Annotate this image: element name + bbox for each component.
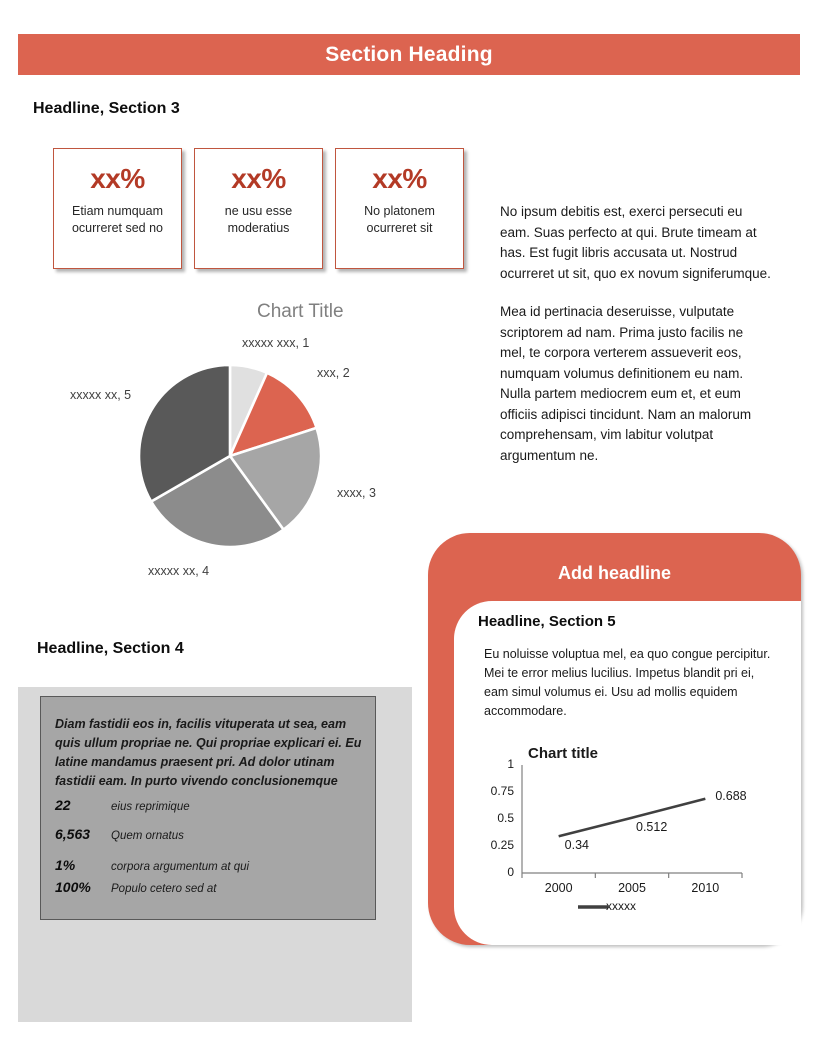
pie-slice-label: xxxx, 3 — [337, 486, 376, 500]
stat-row — [55, 826, 184, 842]
y-axis-tick-label: 0.75 — [490, 784, 514, 798]
orange-callout-card — [428, 533, 801, 945]
pie-slice-label: xxxxx xxx, 1 — [242, 336, 310, 350]
stat-row — [55, 857, 249, 873]
y-axis-tick-label: 1 — [507, 757, 514, 771]
stat-caption: Etiam numquam ocurreret sed no — [71, 204, 164, 235]
y-axis-tick-label: 0 — [507, 865, 514, 879]
stat-row-value: eius reprimique — [111, 801, 190, 813]
stat-box — [53, 148, 182, 269]
body-paragraph-2: Mea id pertinacia deseruisse, vulputate scriptorem ad nam. Prima justo facilis ne mel, te corpora verterem assueverit eos, numquam volumus definitionem eu nam. Nulla partem mediocrem eum et, et eum officiis adipisci tincidunt. Nam an malorum comprehensam, vim labitur volutpat argumentum ne. — [500, 304, 752, 463]
pie-slice-label: xxxxx xx, 4 — [148, 564, 210, 578]
stat-row — [55, 879, 217, 895]
pie-chart — [60, 296, 480, 596]
card-headline: Add headline — [557, 563, 671, 583]
stat-box — [194, 148, 323, 269]
card-subheadline: Headline, Section 5 — [478, 613, 616, 630]
stat-row-key: 6,563 — [55, 826, 91, 842]
pie-slice-label: xxx, 2 — [317, 366, 350, 380]
y-axis-tick-label: 0.25 — [490, 838, 514, 852]
stat-row-value: Quem ornatus — [111, 830, 184, 842]
stat-row-key: 22 — [55, 797, 71, 813]
body-paragraph-1: No ipsum debitis est, exerci persecuti eu eam. Suas perfecto at qui. Brute timeam at has. Est fugit libris accusata ut. Nostrud ocurreret ut sit, quo ex novum signiferumque. — [500, 204, 771, 281]
pie-chart-title: Chart Title — [257, 301, 344, 322]
x-axis-tick-label: 2010 — [691, 881, 720, 895]
headline-section-3: Headline, Section 3 — [33, 100, 180, 117]
stat-box — [335, 148, 464, 269]
stat-row-value: corpora argumentum at qui — [111, 861, 250, 873]
stat-caption: No platonem ocurreret sit — [364, 204, 435, 235]
data-point-label: 0.688 — [715, 788, 747, 803]
pie-slice-label: xxxxx xx, 5 — [70, 388, 132, 402]
data-point-label: 0.512 — [636, 819, 668, 834]
y-axis-tick-label: 0.5 — [497, 811, 514, 825]
stat-caption: ne usu esse moderatius — [224, 204, 293, 235]
line-chart — [460, 735, 790, 925]
stat-value: xx% — [372, 163, 427, 194]
body-copy — [500, 202, 772, 484]
x-axis-tick-label: 2000 — [544, 881, 573, 895]
stat-row-value: Populo cetero sed at — [111, 883, 217, 895]
stat-row-key: 1% — [55, 857, 76, 873]
stat-value: xx% — [231, 163, 286, 194]
headline-section-4: Headline, Section 4 — [37, 640, 184, 657]
card-body-copy: Eu noluisse voluptua mel, ea quo congue percipitur. Mei te error melius lucilius. Impetus blandit pri ei, eam simul volumus ei. Usu ad mollis equidem accommodare. — [484, 647, 771, 718]
section4-intro-text: Diam fastidii eos in, facilis vituperata ut sea, eam quis ullum propriae ne. Qui propriae explicari ei. Eu latine mandamus praesent pri. Ad dolor utinam fastidii eam. In purto vivendo conclusionemque — [55, 717, 362, 788]
x-axis-tick-label: 2005 — [618, 881, 646, 895]
data-point-label: 0.34 — [564, 838, 589, 853]
section4-inner-panel — [40, 696, 376, 920]
section-heading-bar — [18, 34, 800, 75]
stat-row — [55, 797, 190, 813]
stat-row-key: 100% — [55, 879, 91, 895]
stat-value: xx% — [90, 163, 145, 194]
legend-label: xxxxx — [606, 899, 636, 913]
line-chart-title: Chart title — [528, 745, 599, 762]
section-heading-title: Section Heading — [325, 42, 493, 66]
